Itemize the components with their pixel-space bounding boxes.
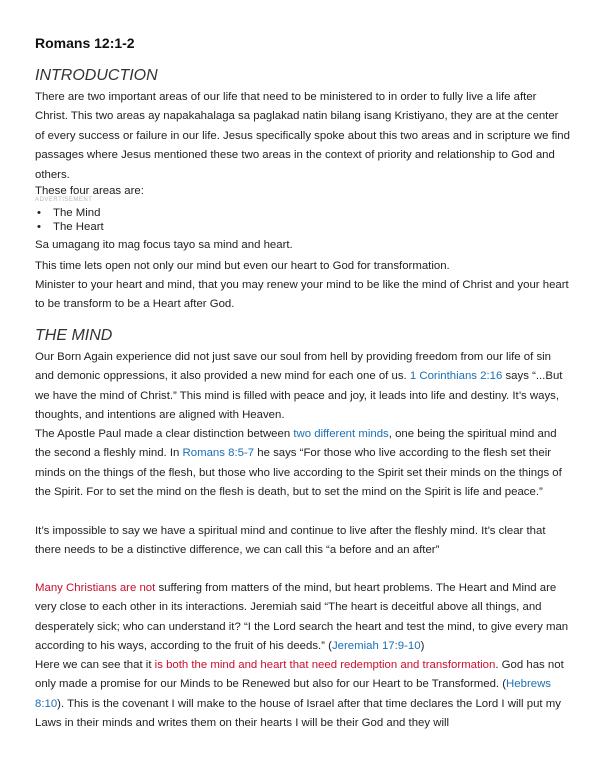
list-item: • The Mind	[35, 206, 104, 220]
scripture-link-romans[interactable]: Romans 8:5-7	[182, 447, 255, 460]
text-run: )	[420, 640, 425, 653]
emphasis-text: is both the mind and heart that need redemption and transformation	[154, 659, 496, 671]
mind-paragraph-3: It’s impossible to say we have a spiritual mind and continue to live after the fleshly mind. It’s clear that there needs to be a distinctive difference, we can call this “a before and an after”	[35, 525, 546, 557]
emphasis-text: Many Christians are not	[35, 582, 156, 594]
text-run: he says “For those who live according to the flesh set their minds on the things of the flesh, but those who live according to the Spirit set their minds on the things of the Spirit. For to set the mind on the flesh is death, but to set the mind on the Spirit is life and peace.”	[35, 447, 562, 499]
mind-paragraph-1	[35, 348, 570, 426]
areas-label: These four areas are:	[35, 185, 144, 197]
areas-list	[35, 206, 104, 234]
heart-paragraph-2	[35, 656, 570, 734]
scripture-link-jeremiah[interactable]: Jeremiah 17:9-10	[331, 640, 421, 653]
text-run: , one being the spiritual mind and the second a fleshly mind. In	[35, 428, 557, 460]
two-minds-link[interactable]: two different minds	[293, 428, 389, 440]
page-title: Romans 12:1-2	[35, 35, 135, 51]
text-run: suffering from matters of the mind, but heart problems. The Heart and Mind are very close to each other in its interactions. Jeremiah said “The heart is deceitful above all things, and desperately sick; who can understand it? “I the Lord search the heart and test the mind, to give every man according to his ways, according to the fruit of his deeds.” (	[35, 582, 569, 653]
list-item: • The Heart	[35, 220, 104, 234]
text-run: Our Born Again experience did not just save our soul from hell by providing freedom from our life of sin and demonic oppressions, it also provided a new mind for each one of us.	[35, 351, 552, 383]
heart-paragraph-1	[35, 579, 570, 657]
text-run: ). This is the covenant I will make to the house of Israel after that time declares the Lord I will put my Laws in their minds and writes them on their hearts I will be their God and they will	[35, 697, 561, 730]
scripture-link-hebrews[interactable]: Hebrews 8:10	[35, 678, 551, 710]
intro-line-3: Minister to your heart and mind, that you may renew your mind to be like the mind of Christ and your heart to be transform to be a Heart after God.	[35, 279, 569, 311]
mind-heading: THE MIND	[35, 327, 113, 344]
intro-line-1: Sa umagang ito mag focus tayo sa mind and heart.	[35, 239, 293, 251]
advertisement-label: ADVERTISEMENT	[35, 197, 93, 203]
intro-paragraph: There are two important areas of our life that need to be ministered to in order to fully live a life after Christ. This two areas ay napakahalaga sa paglakad natin bilang isang Kristiyano, they are at the center of every success or failure in our life. Jesus specifically spoke about this two areas and in scripture we find passages where Jesus mentioned these two areas in the context of priority and relationship to God and others.	[35, 91, 570, 181]
mind-paragraph-2	[35, 425, 570, 503]
text-run: Here we can see that it	[35, 659, 155, 671]
text-run: . God has not only made a promise for our Minds to be Renewed but also for our Heart to be Transformed. (	[35, 659, 564, 691]
intro-heading: INTRODUCTION	[35, 67, 158, 84]
scripture-link-1-corinthians[interactable]: 1 Corinthians 2:16	[409, 370, 503, 383]
intro-line-2: This time lets open not only our mind but even our heart to God for transformation.	[35, 260, 450, 272]
text-run: The Apostle Paul made a clear distinction between	[35, 428, 294, 440]
text-run: says “...But we have the mind of Christ.” This mind is filled with peace and joy, it leads into life and destiny. It’s ways, thoughts, and intentions are aligned with Heaven.	[35, 370, 563, 422]
